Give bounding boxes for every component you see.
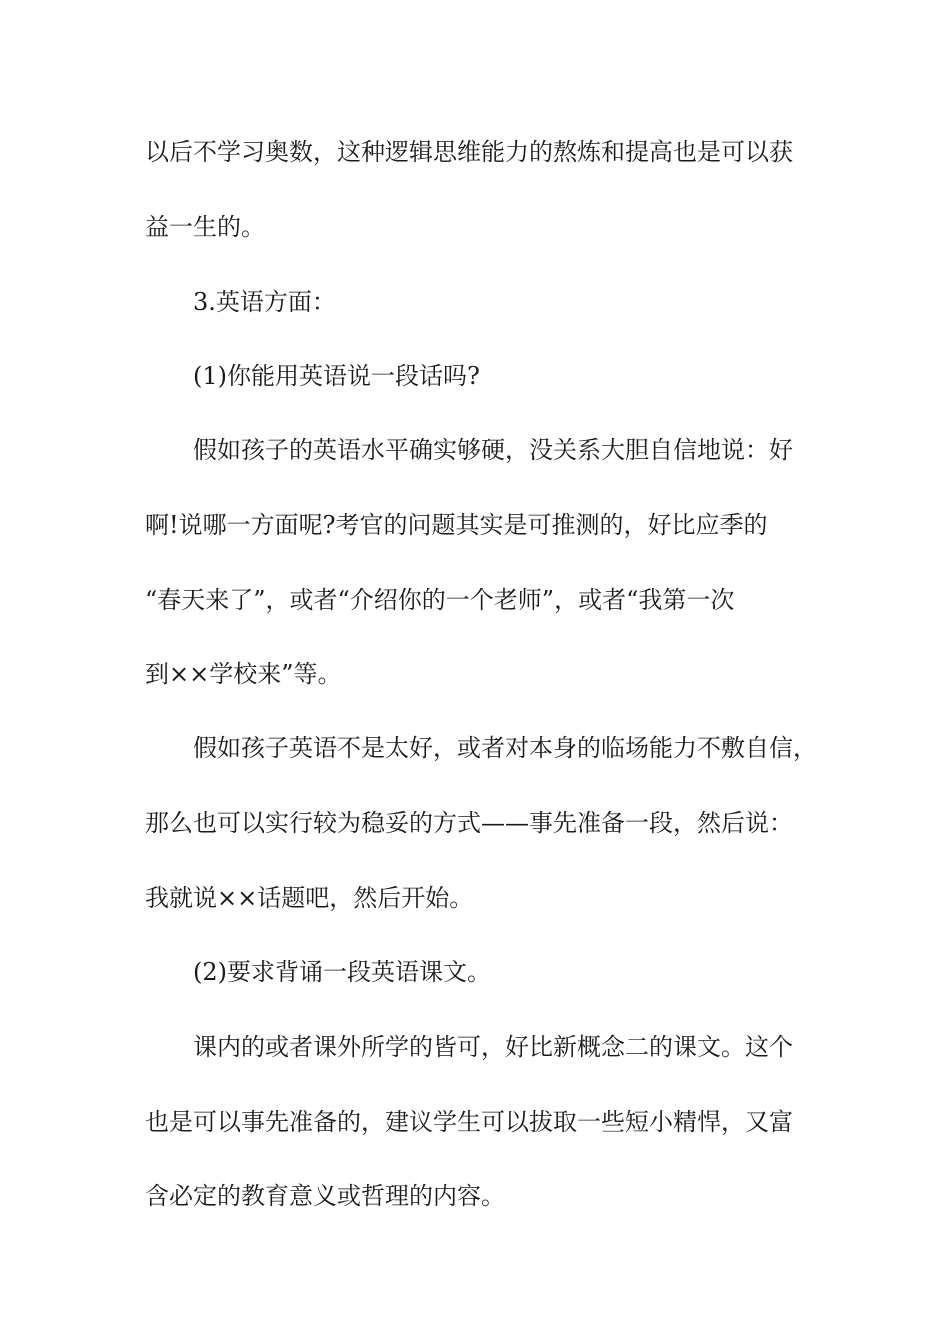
text-line-9: 假如孩子英语不是太好，或者对本身的临场能力不敷自信， xyxy=(193,734,817,762)
text-line-6: 啊!说哪一方面呢?考官的问题其实是可推测的，好比应季的 xyxy=(145,511,768,539)
section-heading-english: 3.英语方面： xyxy=(193,288,336,316)
subheading-1: (1)你能用英语说一段话吗? xyxy=(193,362,480,390)
text-line-11: 我就说××话题吧，然后开始。 xyxy=(145,884,474,912)
subheading-2: (2)要求背诵一段英语课文。 xyxy=(193,958,491,986)
text-line-14: 也是可以事先准备的，建议学生可以拔取一些短小精悍，又富 xyxy=(145,1108,793,1136)
text-line-2: 益一生的。 xyxy=(145,213,265,241)
text-line-8: 到××学校来”等。 xyxy=(145,660,342,688)
text-line-7: “春天来了”，或者“介绍你的一个老师”，或者“我第一次 xyxy=(145,586,735,614)
text-line-5: 假如孩子的英语水平确实够硬，没关系大胆自信地说：好 xyxy=(193,436,793,464)
text-line-15: 含必定的教育意义或哲理的内容。 xyxy=(145,1182,505,1210)
text-line-13: 课内的或者课外所学的皆可，好比新概念二的课文。这个 xyxy=(193,1033,793,1061)
text-line-10: 那么也可以实行较为稳妥的方式——事先准备一段，然后说： xyxy=(145,809,793,837)
text-line-1: 以后不学习奥数，这种逻辑思维能力的熬炼和提高也是可以获 xyxy=(145,138,793,166)
